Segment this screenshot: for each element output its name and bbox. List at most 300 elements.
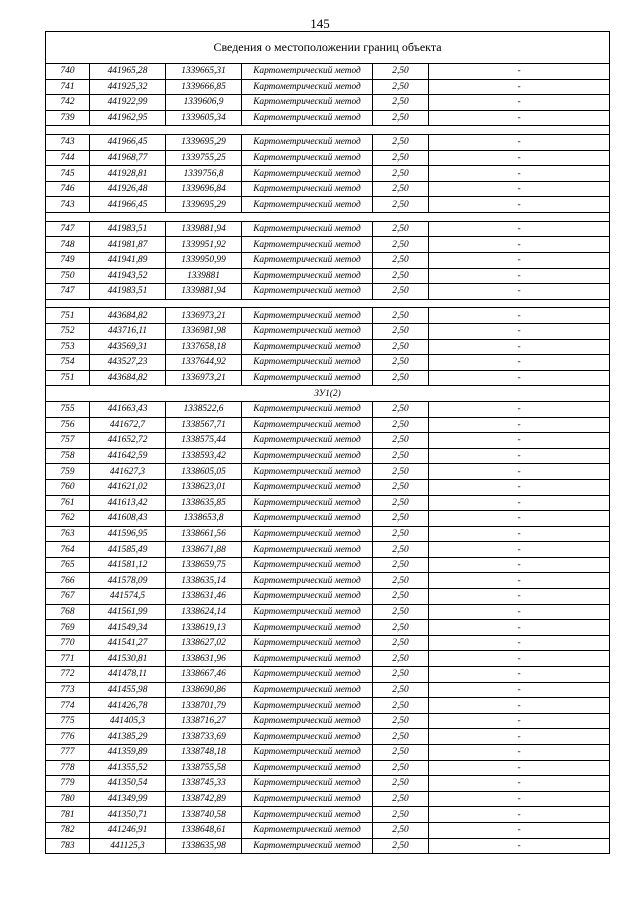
accuracy-cell: 2,50 xyxy=(373,838,429,854)
point-number-cell: 772 xyxy=(46,667,90,683)
y-coordinate-cell: 1338659,75 xyxy=(166,557,242,573)
y-coordinate-cell: 1339696,84 xyxy=(166,181,242,197)
accuracy-cell: 2,50 xyxy=(373,698,429,714)
note-cell: - xyxy=(429,181,610,197)
y-coordinate-cell: 1338635,85 xyxy=(166,495,242,511)
note-cell: - xyxy=(429,150,610,166)
method-cell: Картометрический метод xyxy=(242,401,373,417)
table-row xyxy=(46,573,610,589)
method-cell: Картометрический метод xyxy=(242,635,373,651)
method-cell: Картометрический метод xyxy=(242,64,373,80)
point-number-cell: 747 xyxy=(46,221,90,237)
x-coordinate-cell: 441926,48 xyxy=(90,181,166,197)
point-number-cell: 746 xyxy=(46,181,90,197)
x-coordinate-cell: 441578,09 xyxy=(90,573,166,589)
table-title: Сведения о местоположении границ объекта xyxy=(46,32,610,64)
method-cell: Картометрический метод xyxy=(242,604,373,620)
table-row xyxy=(46,776,610,792)
method-cell: Картометрический метод xyxy=(242,308,373,324)
note-cell: - xyxy=(429,110,610,126)
point-number-cell: 761 xyxy=(46,495,90,511)
note-cell: - xyxy=(429,791,610,807)
point-number-cell: 774 xyxy=(46,698,90,714)
point-number-cell: 779 xyxy=(46,776,90,792)
accuracy-cell: 2,50 xyxy=(373,791,429,807)
note-cell: - xyxy=(429,166,610,182)
x-coordinate-cell: 441355,52 xyxy=(90,760,166,776)
y-coordinate-cell: 1339695,29 xyxy=(166,135,242,151)
x-coordinate-cell: 441983,51 xyxy=(90,221,166,237)
accuracy-cell: 2,50 xyxy=(373,464,429,480)
y-coordinate-cell: 1338755,58 xyxy=(166,760,242,776)
x-coordinate-cell: 441596,95 xyxy=(90,526,166,542)
method-cell: Картометрический метод xyxy=(242,135,373,151)
method-cell: Картометрический метод xyxy=(242,323,373,339)
point-number-cell: 750 xyxy=(46,268,90,284)
y-coordinate-cell: 1338745,33 xyxy=(166,776,242,792)
accuracy-cell: 2,50 xyxy=(373,589,429,605)
y-coordinate-cell: 1339695,29 xyxy=(166,197,242,213)
method-cell: Картометрический метод xyxy=(242,237,373,253)
y-coordinate-cell: 1338635,98 xyxy=(166,838,242,854)
table-row xyxy=(46,838,610,854)
point-number-cell: 769 xyxy=(46,620,90,636)
table-row xyxy=(46,698,610,714)
y-coordinate-cell: 1338623,01 xyxy=(166,479,242,495)
note-cell: - xyxy=(429,526,610,542)
note-cell: - xyxy=(429,682,610,698)
note-cell: - xyxy=(429,401,610,417)
point-number-cell: 758 xyxy=(46,448,90,464)
x-coordinate-cell: 441672,7 xyxy=(90,417,166,433)
point-number-cell: 744 xyxy=(46,150,90,166)
accuracy-cell: 2,50 xyxy=(373,448,429,464)
y-coordinate-cell: 1339605,34 xyxy=(166,110,242,126)
table-row xyxy=(46,433,610,449)
y-coordinate-cell: 1338701,79 xyxy=(166,698,242,714)
point-number-cell: 745 xyxy=(46,166,90,182)
method-cell: Картометрический метод xyxy=(242,573,373,589)
accuracy-cell: 2,50 xyxy=(373,729,429,745)
x-coordinate-cell: 441455,98 xyxy=(90,682,166,698)
accuracy-cell: 2,50 xyxy=(373,745,429,761)
method-cell: Картометрический метод xyxy=(242,448,373,464)
table-row xyxy=(46,339,610,355)
method-cell: Картометрический метод xyxy=(242,221,373,237)
point-number-cell: 765 xyxy=(46,557,90,573)
y-coordinate-cell: 1336981,98 xyxy=(166,323,242,339)
point-number-cell: 743 xyxy=(46,197,90,213)
point-number-cell: 767 xyxy=(46,589,90,605)
note-cell: - xyxy=(429,433,610,449)
x-coordinate-cell: 441561,99 xyxy=(90,604,166,620)
point-number-cell: 741 xyxy=(46,79,90,95)
y-coordinate-cell: 1338667,46 xyxy=(166,667,242,683)
x-coordinate-cell: 441981,87 xyxy=(90,237,166,253)
x-coordinate-cell: 441350,54 xyxy=(90,776,166,792)
x-coordinate-cell: 441966,45 xyxy=(90,197,166,213)
note-cell: - xyxy=(429,557,610,573)
point-number-cell: 754 xyxy=(46,355,90,371)
x-coordinate-cell: 441943,52 xyxy=(90,268,166,284)
x-coordinate-cell: 443569,31 xyxy=(90,339,166,355)
y-coordinate-cell: 1338690,86 xyxy=(166,682,242,698)
y-coordinate-cell: 1337658,18 xyxy=(166,339,242,355)
accuracy-cell: 2,50 xyxy=(373,573,429,589)
method-cell: Картометрический метод xyxy=(242,181,373,197)
method-cell: Картометрический метод xyxy=(242,284,373,300)
method-cell: Картометрический метод xyxy=(242,745,373,761)
note-cell: - xyxy=(429,323,610,339)
y-coordinate-cell: 1338742,89 xyxy=(166,791,242,807)
point-number-cell: 752 xyxy=(46,323,90,339)
point-number-cell: 757 xyxy=(46,433,90,449)
accuracy-cell: 2,50 xyxy=(373,308,429,324)
table-row xyxy=(46,64,610,80)
y-coordinate-cell: 1338671,88 xyxy=(166,542,242,558)
x-coordinate-cell: 441549,34 xyxy=(90,620,166,636)
point-number-cell: 768 xyxy=(46,604,90,620)
y-coordinate-cell: 1338740,58 xyxy=(166,807,242,823)
table-body xyxy=(46,32,610,854)
separator-row xyxy=(46,299,610,308)
accuracy-cell: 2,50 xyxy=(373,150,429,166)
separator-cell xyxy=(46,126,610,135)
accuracy-cell: 2,50 xyxy=(373,682,429,698)
separator-row xyxy=(46,126,610,135)
table-row xyxy=(46,745,610,761)
separator-cell xyxy=(46,213,610,222)
method-cell: Картометрический метод xyxy=(242,79,373,95)
table-row xyxy=(46,401,610,417)
x-coordinate-cell: 441405,3 xyxy=(90,713,166,729)
accuracy-cell: 2,50 xyxy=(373,495,429,511)
y-coordinate-cell: 1336973,21 xyxy=(166,370,242,386)
note-cell: - xyxy=(429,745,610,761)
note-cell: - xyxy=(429,620,610,636)
point-number-cell: 747 xyxy=(46,284,90,300)
table-row xyxy=(46,284,610,300)
x-coordinate-cell: 441663,43 xyxy=(90,401,166,417)
note-cell: - xyxy=(429,589,610,605)
accuracy-cell: 2,50 xyxy=(373,79,429,95)
method-cell: Картометрический метод xyxy=(242,838,373,854)
y-coordinate-cell: 1338624,14 xyxy=(166,604,242,620)
table-row xyxy=(46,604,610,620)
table-row xyxy=(46,620,610,636)
table-row xyxy=(46,323,610,339)
accuracy-cell: 2,50 xyxy=(373,433,429,449)
method-cell: Картометрический метод xyxy=(242,110,373,126)
table-row xyxy=(46,760,610,776)
x-coordinate-cell: 441965,28 xyxy=(90,64,166,80)
table-row xyxy=(46,79,610,95)
x-coordinate-cell: 441613,42 xyxy=(90,495,166,511)
note-cell: - xyxy=(429,573,610,589)
table-row xyxy=(46,635,610,651)
table-row xyxy=(46,479,610,495)
note-cell: - xyxy=(429,838,610,854)
method-cell: Картометрический метод xyxy=(242,197,373,213)
accuracy-cell: 2,50 xyxy=(373,557,429,573)
x-coordinate-cell: 441359,89 xyxy=(90,745,166,761)
table-row xyxy=(46,221,610,237)
method-cell: Картометрический метод xyxy=(242,682,373,698)
table-row xyxy=(46,110,610,126)
accuracy-cell: 2,50 xyxy=(373,604,429,620)
point-number-cell: 742 xyxy=(46,95,90,111)
point-number-cell: 766 xyxy=(46,573,90,589)
x-coordinate-cell: 443684,82 xyxy=(90,370,166,386)
accuracy-cell: 2,50 xyxy=(373,221,429,237)
x-coordinate-cell: 441574,5 xyxy=(90,589,166,605)
x-coordinate-cell: 441983,51 xyxy=(90,284,166,300)
x-coordinate-cell: 443527,23 xyxy=(90,355,166,371)
table-row xyxy=(46,181,610,197)
point-number-cell: 755 xyxy=(46,401,90,417)
accuracy-cell: 2,50 xyxy=(373,166,429,182)
table-row xyxy=(46,807,610,823)
accuracy-cell: 2,50 xyxy=(373,401,429,417)
note-cell: - xyxy=(429,64,610,80)
table-row xyxy=(46,308,610,324)
note-cell: - xyxy=(429,284,610,300)
table-header-row xyxy=(46,32,610,64)
note-cell: - xyxy=(429,495,610,511)
method-cell: Картометрический метод xyxy=(242,495,373,511)
accuracy-cell: 2,50 xyxy=(373,181,429,197)
y-coordinate-cell: 1339881,94 xyxy=(166,284,242,300)
note-cell: - xyxy=(429,604,610,620)
y-coordinate-cell: 1338631,46 xyxy=(166,589,242,605)
section-header-row xyxy=(46,386,610,402)
table-row xyxy=(46,589,610,605)
x-coordinate-cell: 441627,3 xyxy=(90,464,166,480)
note-cell: - xyxy=(429,651,610,667)
accuracy-cell: 2,50 xyxy=(373,339,429,355)
accuracy-cell: 2,50 xyxy=(373,620,429,636)
table-row xyxy=(46,197,610,213)
note-cell: - xyxy=(429,698,610,714)
table-row xyxy=(46,464,610,480)
method-cell: Картометрический метод xyxy=(242,339,373,355)
section-label: ЗУ1(2) xyxy=(46,386,610,402)
y-coordinate-cell: 1339606,9 xyxy=(166,95,242,111)
point-number-cell: 753 xyxy=(46,339,90,355)
y-coordinate-cell: 1339881,94 xyxy=(166,221,242,237)
method-cell: Картометрический метод xyxy=(242,433,373,449)
method-cell: Картометрический метод xyxy=(242,150,373,166)
x-coordinate-cell: 441125,3 xyxy=(90,838,166,854)
y-coordinate-cell: 1338631,96 xyxy=(166,651,242,667)
accuracy-cell: 2,50 xyxy=(373,237,429,253)
y-coordinate-cell: 1338648,61 xyxy=(166,822,242,838)
table-row xyxy=(46,729,610,745)
note-cell: - xyxy=(429,417,610,433)
table-row xyxy=(46,651,610,667)
point-number-cell: 776 xyxy=(46,729,90,745)
point-number-cell: 780 xyxy=(46,791,90,807)
point-number-cell: 739 xyxy=(46,110,90,126)
method-cell: Картометрический метод xyxy=(242,822,373,838)
y-coordinate-cell: 1338593,42 xyxy=(166,448,242,464)
point-number-cell: 743 xyxy=(46,135,90,151)
method-cell: Картометрический метод xyxy=(242,760,373,776)
accuracy-cell: 2,50 xyxy=(373,667,429,683)
point-number-cell: 762 xyxy=(46,511,90,527)
point-number-cell: 771 xyxy=(46,651,90,667)
y-coordinate-cell: 1339756,8 xyxy=(166,166,242,182)
accuracy-cell: 2,50 xyxy=(373,511,429,527)
method-cell: Картометрический метод xyxy=(242,268,373,284)
note-cell: - xyxy=(429,635,610,651)
x-coordinate-cell: 443716,11 xyxy=(90,323,166,339)
y-coordinate-cell: 1339755,25 xyxy=(166,150,242,166)
note-cell: - xyxy=(429,355,610,371)
y-coordinate-cell: 1338635,14 xyxy=(166,573,242,589)
x-coordinate-cell: 441642,59 xyxy=(90,448,166,464)
accuracy-cell: 2,50 xyxy=(373,760,429,776)
x-coordinate-cell: 441585,49 xyxy=(90,542,166,558)
point-number-cell: 764 xyxy=(46,542,90,558)
note-cell: - xyxy=(429,822,610,838)
point-number-cell: 749 xyxy=(46,252,90,268)
point-number-cell: 740 xyxy=(46,64,90,80)
table-row xyxy=(46,511,610,527)
method-cell: Картометрический метод xyxy=(242,417,373,433)
table-row xyxy=(46,417,610,433)
note-cell: - xyxy=(429,95,610,111)
accuracy-cell: 2,50 xyxy=(373,370,429,386)
x-coordinate-cell: 441349,99 xyxy=(90,791,166,807)
note-cell: - xyxy=(429,237,610,253)
x-coordinate-cell: 441530,81 xyxy=(90,651,166,667)
table-row xyxy=(46,150,610,166)
table-row xyxy=(46,448,610,464)
y-coordinate-cell: 1338575,44 xyxy=(166,433,242,449)
table-row xyxy=(46,95,610,111)
note-cell: - xyxy=(429,252,610,268)
table-row xyxy=(46,166,610,182)
y-coordinate-cell: 1337644,92 xyxy=(166,355,242,371)
method-cell: Картометрический метод xyxy=(242,511,373,527)
method-cell: Картометрический метод xyxy=(242,807,373,823)
point-number-cell: 759 xyxy=(46,464,90,480)
accuracy-cell: 2,50 xyxy=(373,776,429,792)
table-row xyxy=(46,268,610,284)
table-row xyxy=(46,682,610,698)
accuracy-cell: 2,50 xyxy=(373,252,429,268)
accuracy-cell: 2,50 xyxy=(373,323,429,339)
point-number-cell: 748 xyxy=(46,237,90,253)
table-row xyxy=(46,237,610,253)
y-coordinate-cell: 1338567,71 xyxy=(166,417,242,433)
y-coordinate-cell: 1338605,05 xyxy=(166,464,242,480)
table-row xyxy=(46,526,610,542)
y-coordinate-cell: 1338733,69 xyxy=(166,729,242,745)
method-cell: Картометрический метод xyxy=(242,479,373,495)
point-number-cell: 751 xyxy=(46,370,90,386)
note-cell: - xyxy=(429,760,610,776)
method-cell: Картометрический метод xyxy=(242,729,373,745)
note-cell: - xyxy=(429,79,610,95)
table-row xyxy=(46,822,610,838)
table-row xyxy=(46,370,610,386)
accuracy-cell: 2,50 xyxy=(373,355,429,371)
y-coordinate-cell: 1336973,21 xyxy=(166,308,242,324)
x-coordinate-cell: 441426,78 xyxy=(90,698,166,714)
point-number-cell: 778 xyxy=(46,760,90,776)
y-coordinate-cell: 1338716,27 xyxy=(166,713,242,729)
accuracy-cell: 2,50 xyxy=(373,197,429,213)
table-row xyxy=(46,135,610,151)
point-number-cell: 756 xyxy=(46,417,90,433)
note-cell: - xyxy=(429,135,610,151)
table-row xyxy=(46,667,610,683)
method-cell: Картометрический метод xyxy=(242,698,373,714)
method-cell: Картометрический метод xyxy=(242,620,373,636)
method-cell: Картометрический метод xyxy=(242,557,373,573)
y-coordinate-cell: 1339950,99 xyxy=(166,252,242,268)
boundary-coordinates-table xyxy=(45,31,610,854)
note-cell: - xyxy=(429,511,610,527)
y-coordinate-cell: 1338627,02 xyxy=(166,635,242,651)
point-number-cell: 760 xyxy=(46,479,90,495)
page-number: 145 xyxy=(310,16,330,31)
table-row xyxy=(46,495,610,511)
method-cell: Картометрический метод xyxy=(242,651,373,667)
y-coordinate-cell: 1338661,56 xyxy=(166,526,242,542)
note-cell: - xyxy=(429,370,610,386)
method-cell: Картометрический метод xyxy=(242,791,373,807)
note-cell: - xyxy=(429,729,610,745)
x-coordinate-cell: 441928,81 xyxy=(90,166,166,182)
accuracy-cell: 2,50 xyxy=(373,542,429,558)
point-number-cell: 775 xyxy=(46,713,90,729)
x-coordinate-cell: 441962,95 xyxy=(90,110,166,126)
table-row xyxy=(46,713,610,729)
x-coordinate-cell: 441478,11 xyxy=(90,667,166,683)
accuracy-cell: 2,50 xyxy=(373,64,429,80)
table-row xyxy=(46,542,610,558)
accuracy-cell: 2,50 xyxy=(373,95,429,111)
x-coordinate-cell: 441541,27 xyxy=(90,635,166,651)
table-row xyxy=(46,252,610,268)
accuracy-cell: 2,50 xyxy=(373,284,429,300)
point-number-cell: 773 xyxy=(46,682,90,698)
method-cell: Картометрический метод xyxy=(242,252,373,268)
x-coordinate-cell: 441941,89 xyxy=(90,252,166,268)
point-number-cell: 781 xyxy=(46,807,90,823)
method-cell: Картометрический метод xyxy=(242,355,373,371)
note-cell: - xyxy=(429,542,610,558)
separator-cell xyxy=(46,299,610,308)
x-coordinate-cell: 441621,02 xyxy=(90,479,166,495)
accuracy-cell: 2,50 xyxy=(373,268,429,284)
x-coordinate-cell: 441652,72 xyxy=(90,433,166,449)
note-cell: - xyxy=(429,807,610,823)
point-number-cell: 763 xyxy=(46,526,90,542)
method-cell: Картометрический метод xyxy=(242,589,373,605)
point-number-cell: 770 xyxy=(46,635,90,651)
y-coordinate-cell: 1338653,8 xyxy=(166,511,242,527)
y-coordinate-cell: 1339666,85 xyxy=(166,79,242,95)
accuracy-cell: 2,50 xyxy=(373,807,429,823)
accuracy-cell: 2,50 xyxy=(373,135,429,151)
method-cell: Картометрический метод xyxy=(242,713,373,729)
note-cell: - xyxy=(429,448,610,464)
point-number-cell: 777 xyxy=(46,745,90,761)
